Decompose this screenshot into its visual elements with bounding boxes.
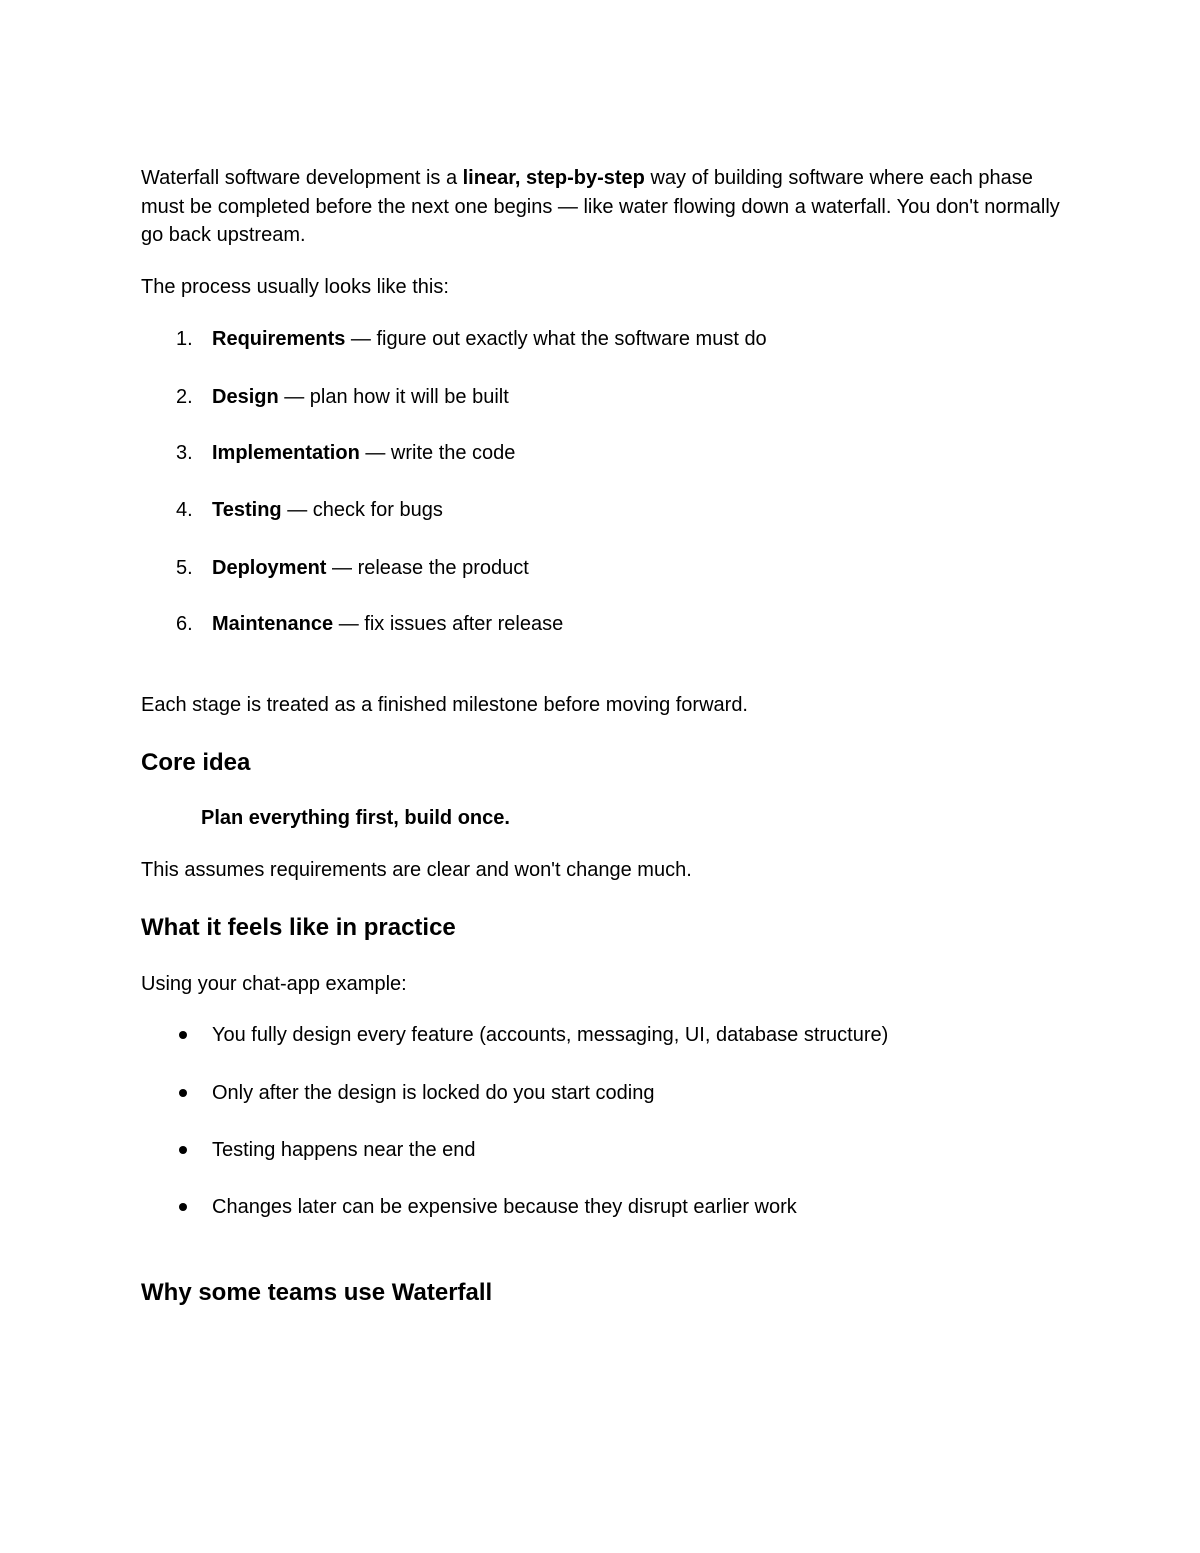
step-title: Testing <box>212 499 282 521</box>
step-item <box>0 496 1100 524</box>
bullet-icon <box>179 1146 187 1154</box>
step-title: Requirements <box>212 328 346 350</box>
step-item <box>0 383 1100 411</box>
step-number: 1. <box>176 328 193 350</box>
why-heading: Why some teams use Waterfall <box>141 1279 493 1306</box>
step-description: — plan how it will be built <box>278 386 509 408</box>
step-description: — release the product <box>326 557 529 579</box>
list-item <box>0 1079 1100 1107</box>
bullet-icon <box>179 1203 187 1211</box>
list-item <box>0 1193 1100 1221</box>
process-intro-text: The process usually looks like this: <box>141 276 449 298</box>
intro-paragraph <box>141 164 1071 250</box>
step-title: Implementation <box>212 442 360 464</box>
step-number: 2. <box>176 386 193 408</box>
step-number: 5. <box>176 557 193 579</box>
list-item-text: Only after the design is locked do you start coding <box>212 1082 655 1104</box>
list-item-text: Changes later can be expensive because they disrupt earlier work <box>212 1196 797 1218</box>
practice-intro-text: Using your chat-app example: <box>141 973 407 995</box>
each-stage-text: Each stage is treated as a finished milestone before moving forward. <box>141 694 748 716</box>
list-item <box>0 1136 1100 1164</box>
list-item <box>0 1021 1100 1049</box>
step-number: 4. <box>176 499 193 521</box>
intro-text-start: Waterfall software development is a <box>141 167 463 189</box>
bullet-icon <box>179 1031 187 1039</box>
core-idea-quote: Plan everything first, build once. <box>201 807 510 829</box>
core-idea-heading: Core idea <box>141 749 251 776</box>
step-item <box>0 439 1100 467</box>
step-title: Maintenance <box>212 613 334 635</box>
step-number: 6. <box>176 613 193 635</box>
intro-bold-phrase: linear, step-by-step <box>462 167 645 189</box>
step-item <box>0 325 1100 353</box>
step-item <box>0 554 1100 582</box>
step-description: — fix issues after release <box>333 613 564 635</box>
step-title: Deployment <box>212 557 327 579</box>
step-description: — figure out exactly what the software must do <box>345 328 767 350</box>
core-idea-note: This assumes requirements are clear and won't change much. <box>141 859 692 881</box>
step-title: Design <box>212 386 279 408</box>
step-number: 3. <box>176 442 193 464</box>
intro-text-end: way of building software where each phase must be completed before the next one begins — like water flowing down a waterfall. You don't normally go back upstream. <box>141 167 1060 246</box>
bullet-icon <box>179 1089 187 1097</box>
list-item-text: Testing happens near the end <box>212 1139 476 1161</box>
practice-heading: What it feels like in practice <box>141 914 456 941</box>
step-item <box>0 610 1100 638</box>
list-item-text: You fully design every feature (accounts, messaging, UI, database structure) <box>212 1024 889 1046</box>
step-description: — write the code <box>359 442 516 464</box>
step-description: — check for bugs <box>281 499 443 521</box>
